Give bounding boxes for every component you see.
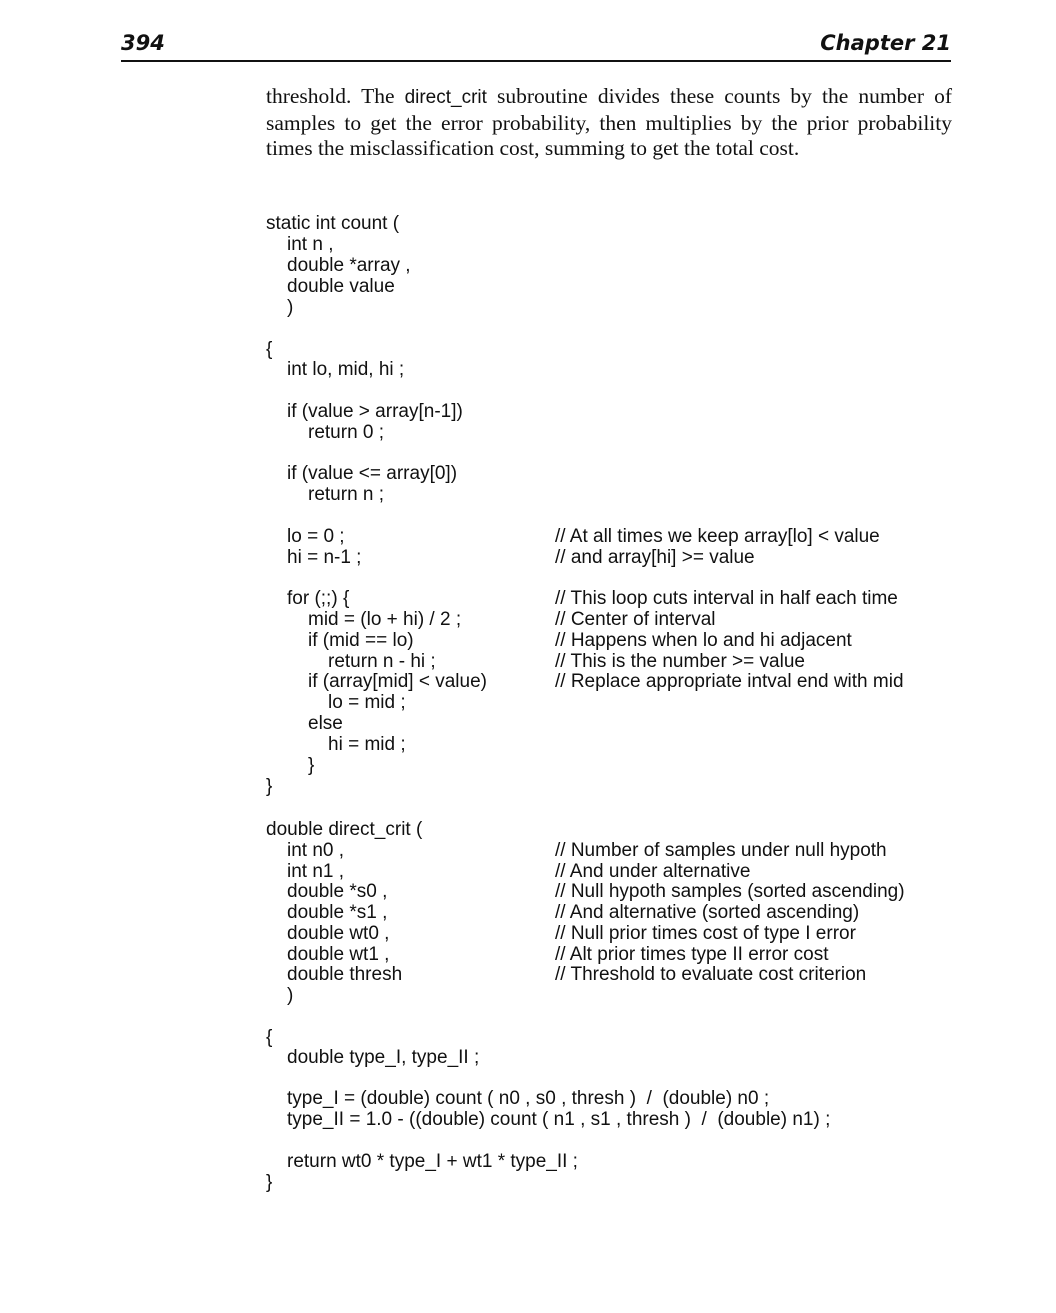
code-line: lo = 0 ; xyxy=(287,526,345,547)
code-line: if (value > array[n-1]) xyxy=(287,401,463,422)
code-line: } xyxy=(308,755,315,776)
code-line: int n , xyxy=(287,234,334,255)
code-line: } xyxy=(266,776,273,797)
code-comment: // This is the number >= value xyxy=(555,651,805,672)
code-line: double type_I, type_II ; xyxy=(287,1047,480,1068)
code-comment: // Happens when lo and hi adjacent xyxy=(555,630,852,651)
code-line: type_I = (double) count ( n0 , s0 , thresh ) / (double) n0 ; xyxy=(287,1088,770,1109)
code-line: ) xyxy=(287,297,294,318)
paragraph-code-word: direct_crit xyxy=(404,87,487,108)
code-comment: // Replace appropriate intval end with mid xyxy=(555,671,904,692)
code-comment: // And alternative (sorted ascending) xyxy=(555,902,860,923)
chapter-title: Chapter 21 xyxy=(820,31,951,55)
code-line: if (mid == lo) xyxy=(308,630,414,651)
code-line: { xyxy=(266,339,273,360)
code-comment: // and array[hi] >= value xyxy=(555,547,755,568)
code-line: { xyxy=(266,1027,273,1048)
code-line: int n1 , xyxy=(287,861,345,882)
code-line: if (value <= array[0]) xyxy=(287,463,458,484)
code-comment: // Center of interval xyxy=(555,609,716,630)
code-comment: // Number of samples under null hypoth xyxy=(555,840,887,861)
body-paragraph xyxy=(266,84,952,162)
code-line: ) xyxy=(287,985,294,1006)
code-line: } xyxy=(266,1172,273,1193)
code-line: hi = n-1 ; xyxy=(287,547,362,568)
code-comment: // Null prior times cost of type I error xyxy=(555,923,856,944)
code-line: double wt0 , xyxy=(287,923,390,944)
code-line: for (;;) { xyxy=(287,588,350,609)
code-line: static int count ( xyxy=(266,213,400,234)
code-line: double thresh xyxy=(287,964,403,985)
code-comment: // At all times we keep array[lo] < value xyxy=(555,526,880,547)
code-comment: // Null hypoth samples (sorted ascending) xyxy=(555,881,905,902)
code-line: double *s0 , xyxy=(287,881,388,902)
code-line: lo = mid ; xyxy=(328,692,406,713)
code-line: type_II = 1.0 - ((double) count ( n1 , s1 , thresh ) / (double) n1) ; xyxy=(287,1109,831,1130)
code-line: int n0 , xyxy=(287,840,345,861)
code-line: double wt1 , xyxy=(287,944,390,965)
code-line: return wt0 * type_I + wt1 * type_II ; xyxy=(287,1151,578,1172)
code-comment: // Alt prior times type II error cost xyxy=(555,944,829,965)
page-number: 394 xyxy=(121,31,165,55)
code-comment: // And under alternative xyxy=(555,861,751,882)
page-header xyxy=(121,28,951,62)
code-line: return n - hi ; xyxy=(328,651,436,672)
code-line: int lo, mid, hi ; xyxy=(287,359,405,380)
code-line: mid = (lo + hi) / 2 ; xyxy=(308,609,462,630)
code-line: double value xyxy=(287,276,395,297)
code-line: else xyxy=(308,713,343,734)
paragraph-text-start: threshold. The xyxy=(266,84,405,108)
code-line: if (array[mid] < value) xyxy=(308,671,487,692)
code-line: double direct_crit ( xyxy=(266,819,423,840)
code-line: hi = mid ; xyxy=(328,734,406,755)
code-line: return 0 ; xyxy=(308,422,385,443)
code-line: return n ; xyxy=(308,484,385,505)
paragraph-text-end: subroutine divides these counts by the number of samples to get the error probability, then multiplies by the prior probability times the misclassification cost, summing to get the total cost. xyxy=(266,84,952,160)
code-comment: // This loop cuts interval in half each time xyxy=(555,588,898,609)
code-line: double *s1 , xyxy=(287,902,388,923)
code-comment: // Threshold to evaluate cost criterion xyxy=(555,964,867,985)
code-line: double *array , xyxy=(287,255,411,276)
